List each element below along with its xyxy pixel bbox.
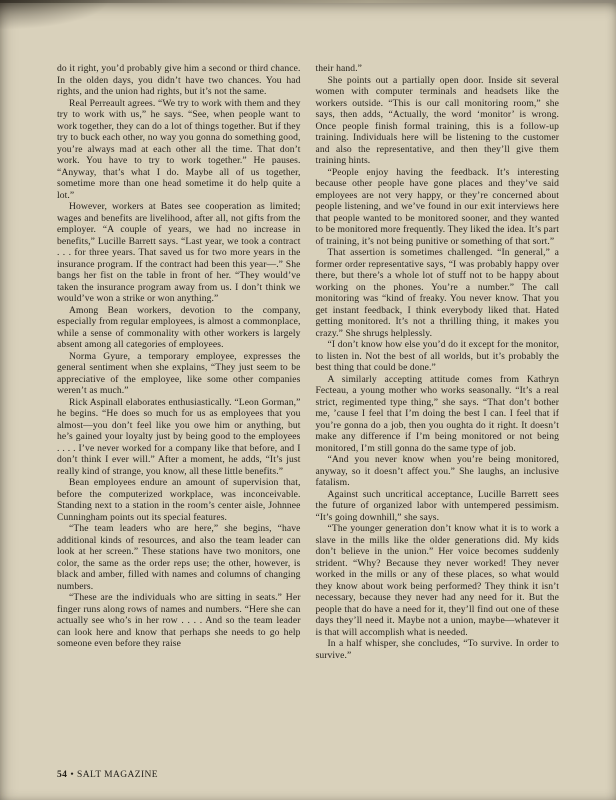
page-footer <box>57 770 158 780</box>
paragraph: Against such uncritical acceptance, Lucille Barrett sees the future of organized labor with untempered pessimism. “It’s going downhill,” she says. <box>315 488 559 523</box>
page-number: 54 <box>57 770 68 780</box>
paragraph: do it right, you’d probably give him a second or third chance. In the olden days, you didn’t have two chances. You had rights, and the union had rights, but it’s not the same. <box>57 63 301 97</box>
paragraph: “And you never know when you’re being monitored, anyway, so it doesn’t affect you.” She laughs, an inclusive fatalism. <box>315 454 559 488</box>
scan-corner-smudge <box>0 0 110 30</box>
paragraph: That assertion is sometimes challenged. “In general,” a former order representative says, “I was probably happy over there, but there’s a whole lot of stuff not to be happy about working on the phones. You’re a number.” The call monitoring was “kind of freaky. You never know. That you get instant feedback, I think everybody liked that. Hated getting monitored. It’s not a thrilling thing, it makes you crazy.” She shrugs helplessly. <box>315 247 559 339</box>
paragraph: Bean employees endure an amount of supervision that, before the computerized workplace, was inconceivable. Standing next to a station in the room’s center aisle, Johnnee Cunningham points out its special features. <box>57 477 301 523</box>
text-column-left <box>57 63 301 661</box>
page-content <box>57 63 559 661</box>
paragraph: “The team leaders who are here,” she begins, “have additional kinds of resources, and also the team leader can look at her screen.” These stations have two monitors, one color, the same as the order reps use; the other, however, is black and amber, filled with names and columns of changing numbers. <box>57 523 301 592</box>
paragraph: Among Bean workers, devotion to the company, especially from regular employees, is almost a commonplace, while a sense of commonality with other workers is largely absent among all categories of employees. <box>57 304 301 350</box>
paragraph: “I don’t know how else you’d do it except for the monitor, to listen in. Not the best of all worlds, but it’s probably the best thing that could be done.” <box>315 339 559 373</box>
paragraph: Norma Gyure, a temporary employee, expresses the general sentiment when she explains, “They just seem to be appreciative of the employee, like some other companies weren’t as much.” <box>57 350 301 396</box>
paragraph: A similarly accepting attitude comes from Kathryn Fecteau, a young mother who works seasonally. “It’s a real strict, regimented type thing,” she says. “That don’t bother me, ’cause I feel that I’m doing the best I can. I feel that if you’re gonna do a job, then you oughta do it right. It doesn’t make any difference if I’m being monitored or not being monitored, I’m still gonna do the same type of job. <box>315 373 559 454</box>
paragraph: their hand.” <box>315 63 362 74</box>
paragraph: However, workers at Bates see cooperation as limited; wages and benefits are livelihood, after all, not gifts from the employer. “A couple of years, we had no increase in benefits,” Lucille Barrett says. “Last year, we took a contract . . . for three years. That saved us for two more years in the insurance program. If the contract had been this year—.” She bangs her fist on the table in front of her. “They would’ve taken the insurance program away from us. I don’t think we would’ve won a strike or won anything.” <box>57 201 301 304</box>
footer-separator: • <box>70 770 75 780</box>
paragraph: Real Perreault agrees. “We try to work with them and they try to work with us,” he says. “See, when people want to work together, they can do a lot of things together. But if they try to buck each other, no way you gonna do something good, you’re always mad at each other all the time. That don’t work. You have to try to work together.” He pauses. “Anyway, that’s what I do. Maybe all of us together, sometime more than one head sometime it do help quite a lot.” <box>57 97 301 201</box>
paragraph: Rick Aspinall elaborates enthusiastically. “Leon Gorman,” he begins. “He does so much for us as employees that you almost—you don’t feel like you owe him or anything, but he’s gained your loyalty just by being good to the employees . . . . I’ve never worked for a company like that before, and I don’t think I ever will.” After a moment, he adds, “It’s just really kind of strange, you know, all these little benefits.” <box>57 396 301 477</box>
paragraph: In a half whisper, she concludes, “To survive. In order to survive.” <box>315 638 559 661</box>
paragraph: “These are the individuals who are sitting in seats.” Her finger runs along rows of names and numbers. “Here she can actually see who’s in her row . . . . And so the team leader can look here and know that perhaps she needs to go help someone even before they raise <box>57 592 301 649</box>
text-column-right <box>316 63 560 661</box>
paragraph: “People enjoy having the feedback. It’s interesting because other people have gone places and they’ve said employees are not very happy, or they’re concerned about people listening, and we’ve found in our exit interviews here that people wanted to be monitored sooner, and they wanted to be monitored more frequently. They liked the idea. It’s part of training, it’s not being punitive or something of that sort.” <box>315 166 559 247</box>
magazine-title: SALT MAGAZINE <box>77 770 158 780</box>
paragraph: “The younger generation don’t know what it is to work a slave in the mills like the older generations did. My kids don’t believe in the union.” Her voice becomes suddenly strident. “Why? Because they never worked! They never worked in the mills or any of these places, so what would they know about work being performed? They think it isn’t necessary, because they never had any need for it. But the people that do have a need for it, they’ll find out one of these days they’ll need it. Maybe not a union, maybe—whatever it is that will accomplish what is needed. <box>315 523 559 638</box>
paragraph: She points out a partially open door. Inside sit several women with computer terminals and headsets like the workers outside. “This is our call monitoring room,” she says, then adds, “Actually, the word ‘monitor’ is wrong. Once people finish formal training, this is a follow-up training. Individuals here will be listening to the customer and also the representative, and then they’ll give them training hints. <box>315 74 559 166</box>
